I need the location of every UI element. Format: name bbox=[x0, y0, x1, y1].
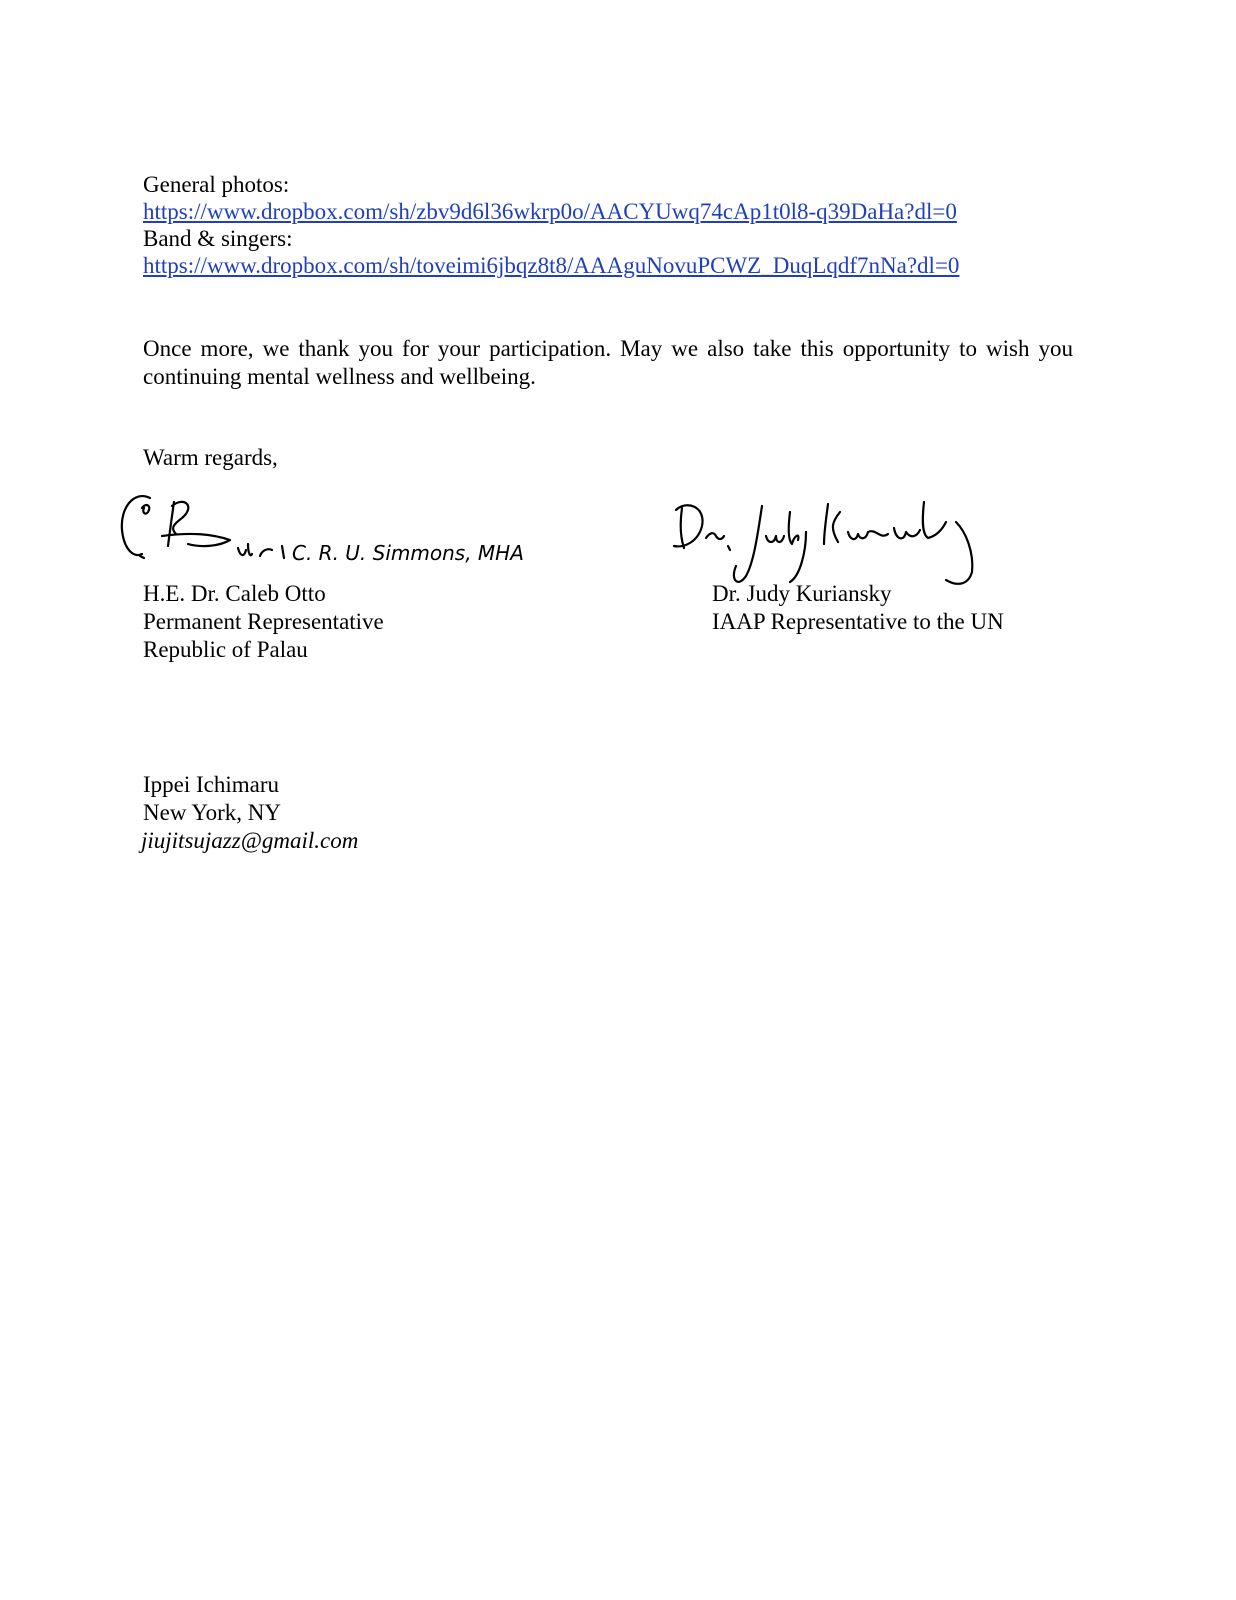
band-singers-link[interactable]: https://www.dropbox.com/sh/toveimi6jbqz8t8/AAAguNovuPCWZ_DuqLqdf7nNa?dl=0 bbox=[143, 253, 960, 278]
signature-right-text: Dr. Judy Kuriansky bbox=[666, 492, 674, 493]
signatory-left-name: H.E. Dr. Caleb Otto bbox=[143, 581, 326, 606]
signatory-left-title: Permanent Representative bbox=[143, 609, 384, 634]
signatory-left-org: Republic of Palau bbox=[143, 637, 308, 662]
signature-right bbox=[666, 492, 986, 592]
body-paragraph: Once more, we thank you for your participation. May we also take this opportunity to wish you continuing mental wellness and wellbeing. bbox=[143, 336, 1073, 389]
signatory-right-title: IAAP Representative to the UN bbox=[712, 609, 1004, 634]
closing-text: Warm regards, bbox=[143, 445, 278, 470]
signature-left bbox=[112, 488, 524, 578]
band-singers-label: Band & singers: bbox=[143, 226, 293, 251]
contact-email[interactable]: jiujitsujazz@gmail.com bbox=[141, 828, 359, 853]
general-photos-label: General photos: bbox=[143, 172, 290, 197]
signature-left-text: C. R. U. Simmons, MHA bbox=[292, 541, 524, 565]
signatory-right-name: Dr. Judy Kuriansky bbox=[712, 581, 892, 606]
contact-location: New York, NY bbox=[143, 800, 282, 825]
general-photos-link[interactable]: https://www.dropbox.com/sh/zbv9d6l36wkrp0o/AACYUwq74cAp1t0l8-q39DaHa?dl=0 bbox=[143, 199, 957, 224]
contact-name: Ippei Ichimaru bbox=[143, 772, 280, 797]
